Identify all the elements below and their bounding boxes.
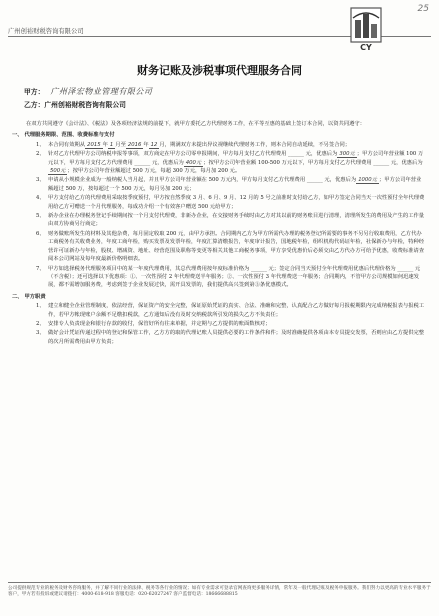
handwritten-fee: 500元: [50, 168, 66, 175]
clause-text: 月至: [115, 141, 126, 148]
clause-text: ；按甲方公司年营业额 100-500 万元以下，甲方每月支付乙方代理费用 ______ 元，优惠后为: [203, 159, 423, 166]
clause-2-1: [12, 302, 425, 319]
clause-text: 甲方支付给乙方的代理费用采取按季度预付，甲方按自然季度 3 月、6 月、9 月、12 月的 5 号之前准时支付给乙方，如甲方签定合同当天一次性预付全年代理费用给乙方可赠送一个月代理服务，每成功介绍一个有效客户赠送 500 元给甲方；: [48, 195, 425, 210]
clause-text: ；甲方公司年营业额超过 500 万，按每超过一个 500 万元，每月另加 200 元；: [48, 177, 422, 192]
clause-2-2: [12, 320, 425, 328]
clause-1-7: [12, 265, 425, 290]
party-b-row: [24, 99, 126, 109]
intro-paragraph: 在双方共同遵守《会计法》、《税法》及各项经济法规的前提下，就甲方委托乙方代理财务工作，在平等互惠的基础上签订本合同，以资共同遵守：: [26, 121, 366, 127]
clause-text: 安排专人负责现金和银行存款的收付，保管好所有往来单据，并定期与乙方提供的账面数核对；: [48, 320, 271, 327]
clause-number: 5、: [36, 213, 45, 220]
clause-text: 本合同有效期从: [48, 141, 86, 148]
clause-1-5: [12, 212, 425, 229]
clause-1-3: [12, 176, 425, 193]
clause-number: 3、: [36, 330, 45, 337]
clause-text: 针对乙方代理甲方公司纳税申报等事项，双方商定在甲方公司零申报期间，甲方每月支付乙方代理费用 ______ 元，优惠后为: [48, 151, 338, 158]
party-b-label: 乙方：: [24, 101, 45, 109]
clause-text: ；按甲方公司年营业额超过 500 万元，每超 300 万元，每月加 200 元。: [67, 168, 241, 175]
party-a-row: [24, 86, 152, 97]
clause-1-2: [12, 150, 425, 175]
clause-text: 年: [102, 141, 108, 148]
clause-number: 1、: [36, 303, 45, 310]
section-heading: 一、 代理服务期限、范围、收费标准与支付: [12, 132, 115, 139]
handwritten-year-start: 2015: [87, 141, 101, 148]
clause-text: 财务做账所发生的材料及其他杂费，每月固定收取 200 元，由甲方承担。合同期内乙方为甲方所需代办理的税务登记所需要的事务不另另行收取费用，乙方代办工商税务有关收费业务，年度工商年检，购买发票及发票年检，年度汇算清缴报告，年度审计报告，国地税年检，组织机构代码证年检，社保新办与年检，特种经营许可证新办与年检，股权、增减资、地址、经营范围及职称等变更等相关其他工商税务事项，甲方享受优惠价后必须交由乙方代办方可给予优惠，收费标准请查阅本公司网站及每年度最新价格明细表。: [48, 230, 425, 263]
clause-number: 1、: [36, 141, 45, 148]
svg-text:CY: CY: [360, 43, 372, 52]
party-a-handwritten-name: 广州泽宏物业管理有限公司: [50, 87, 153, 96]
clause-text: 年: [143, 141, 149, 148]
clause-text: 甲方如选择税务代理服务项目中的某一年度代理费用，其总代理费用按年度标准价格为 ______ 元；签定合同当天预付全年代理费用优惠后代理价格为 ______ 元（不含税）；还可选择以下优惠项：①、一次性预付 2 年代理费送半年服务；②、一次性预付 3 年代理费送一年服务；合同期内，不管甲方公司规模如何迅速发展，都不需增加服务费，考虑到签于企业发展过快，需开具发票的，我们提供高兴签到第③条优惠模式。: [48, 265, 421, 289]
contract-body: [12, 120, 425, 346]
handwritten-year-end: 2016: [127, 141, 142, 148]
clause-number: 2、: [36, 320, 45, 327]
handwritten-fee: 400元: [185, 159, 202, 166]
handwritten-month-start: 1: [109, 141, 114, 148]
footer-note: 公司提供规范专业的税务及财务咨询服务，并了解不同行业的法律、税务等各行业的情况；如有专业需求可登录官网查询更多服务详情，常年及一般代理记账及税务申报服务。我们努力以更高的专业水平服务于客户，甲方若有投诉或建议请拨打：4000-618-918 客服电话：020-62027247 客户监督电话：18666688815: [8, 582, 431, 599]
clause-2-3: [12, 329, 425, 346]
party-a-label: 甲方：: [24, 88, 45, 96]
clause-1-1: [12, 141, 425, 149]
clause-text: 申请从小规模企业成为一般纳税人当月起，并且甲方公司年营业额在 500 万元内，甲方每月支付乙方代理费用 ______ 元，优惠后为: [48, 177, 357, 184]
clause-number: 3、: [36, 177, 45, 184]
company-logo-icon: [349, 6, 383, 52]
corner-mark: 25: [417, 4, 429, 14]
handwritten-fee: 1000元: [358, 177, 377, 184]
header-company: 广州创裕财税咨询有限公司: [8, 28, 84, 35]
clause-1-6: [12, 230, 425, 264]
clause-number: 7、: [36, 265, 45, 272]
party-b-name: 广州创裕财税咨询有限公司: [44, 101, 126, 109]
clause-number: 4、: [36, 195, 45, 202]
handwritten-month-end: 12: [150, 141, 158, 148]
clause-number: 2、: [36, 151, 45, 158]
clause-text: ；甲方公司年营业额 100 万元以下，甲方每月支付乙方代理费用 ______ 元，优惠后为: [48, 151, 424, 166]
clause-text: 建立和健全企业管理制度，依法经营，保证资产的安全完整，保证原始凭证的真实、合法、准确和完整，认真配合乙方做好每月报税期限内完成纳税报表与报税工作，若甲方帐现账户余额不足缴扣税款，乙方通知后没有及时交纳税款所引发的损失乙方不负责任；: [48, 303, 425, 318]
section-heading: 二、 甲方职责: [12, 293, 46, 300]
clause-text: 新办企业在办理税务登记手续期间按一个月支付代理费，非新办企业，在交接财务手续时由乙方对其以前的财务账目进行清理，清理所发生的费用及产生的工作量由双方协商另行商定；: [48, 213, 425, 228]
clause-number: 6、: [36, 230, 45, 237]
clause-text: 做好会计凭证传递过程中的登记和保管工作，乙方方的取的代理记账人员提供必要的工作条件和件；及时准确提供各项由本专员提交发票，否则应由乙方提供完整的次月所需费用由甲方负责；: [48, 330, 425, 345]
clause-1-4: [12, 194, 425, 211]
contract-title: 财务记账及涉税事项代理服务合同: [137, 64, 302, 77]
clause-text: 月，期满双方未提出异议视继续代理财务工作，则本合同自动延续，不另签合同；: [159, 141, 351, 148]
handwritten-fee: 300元: [339, 151, 355, 158]
